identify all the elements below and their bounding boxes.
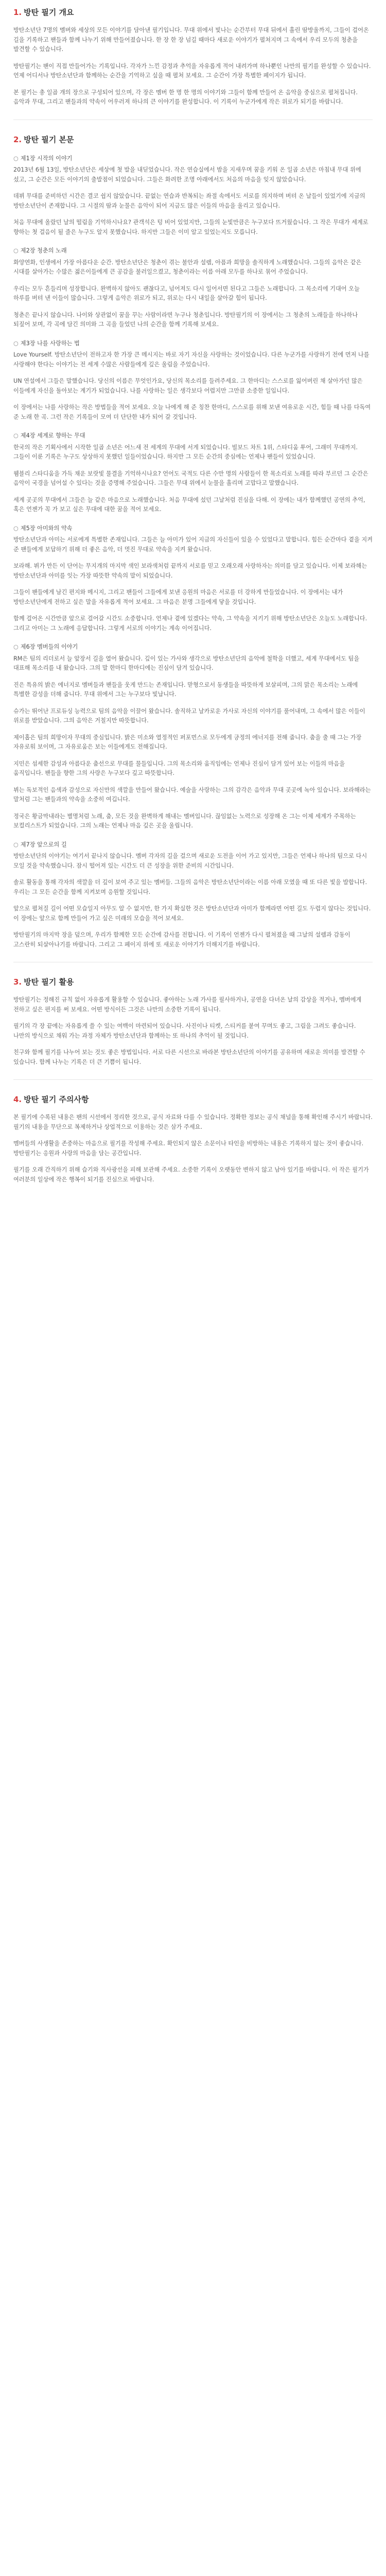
- bullet-icon: ○: [13, 340, 19, 347]
- section-divider: [13, 1079, 373, 1080]
- paragraph: 정국은 황금막내라는 별명처럼 노래, 춤, 모든 것을 완벽하게 해내는 멤버입니다. 끊임없는 노력으로 성장해 온 그는 이제 세계가 주목하는 보컬리스트가 되었습니다. 그의 노래는 언제나 마음 깊은 곳을 울립니다.: [13, 812, 358, 829]
- subsection-title: [13, 154, 373, 164]
- section: [13, 7, 373, 107]
- paragraph: 방탄필기는 팬이 직접 만들어가는 기록입니다. 각자가 느낀 감정과 추억을 자유롭게 적어 내려가며 하나뿐인 나만의 필기를 완성할 수 있습니다. 언제 어디서나 방탄소년단과 함께하는 순간을 기억하고 싶을 때 펼쳐 보세요. 그 순간이 가장 특별한 페이지가 됩니다.: [13, 62, 373, 79]
- paragraph: 방탄소년단의 이야기는 여기서 끝나지 않습니다. 멤버 각자의 길을 걸으며 새로운 도전을 이어 가고 있지만, 그들은 언제나 하나의 팀으로 다시 모일 것을 약속했습니다. 잠시 떨어져 있는 시간도 더 큰 성장을 위한 준비의 시간입니다.: [13, 853, 369, 869]
- bullet-icon: ○: [13, 432, 19, 439]
- subsection-title-text: 제4장 세계로 향하는 무대: [20, 432, 85, 439]
- bullet-icon: ○: [13, 841, 19, 848]
- section: [13, 1094, 373, 1184]
- paragraph: 방탄필기의 마지막 장을 덮으며, 우리가 함께한 모든 순간에 감사를 전합니다. 이 기록이 언젠가 다시 펼쳐졌을 때 그날의 설렘과 감동이 고스란히 되살아나기를 바랍니다. 그리고 그 페이지 위에 또 새로운 이야기가 더해지기를 바랍니다.: [13, 931, 353, 948]
- paragraph: 청춘은 끝나지 않습니다. 나이와 상관없이 꿈을 꾸는 사람이라면 누구나 청춘입니다. 방탄필기의 이 장에서는 그 청춘의 노래들을 하나하나 되짚어 보며, 각 곡에 담긴 의미와 그 곡을 들었던 나의 순간을 함께 기록해 보세요.: [13, 311, 360, 328]
- subsection-title: [13, 524, 373, 534]
- paragraph: UN 연설에서 그들은 말했습니다. 당신의 이름은 무엇인가요, 당신의 목소리를 들려주세요. 그 한마디는 스스로를 잃어버린 채 살아가던 많은 이들에게 자신을 돌아보는 계기가 되었습니다. 나를 사랑하는 일은 생각보다 어렵지만 그만큼 소중한 일입니다.: [13, 378, 365, 394]
- section-title: [13, 134, 373, 145]
- subsection-title-text: 제3장 나를 사랑하는 법: [20, 340, 80, 347]
- section-title: [13, 1094, 373, 1105]
- section-title-text: 방탄 필기 활용: [24, 977, 74, 987]
- paragraph: Love Yourself. 방탄소년단이 전하고자 한 가장 큰 메시지는 바로 자기 자신을 사랑하는 것이었습니다. 다른 누군가를 사랑하기 전에 먼저 나를 사랑해야 한다는 이야기는 전 세계 수많은 사람들에게 깊은 울림을 주었습니다.: [13, 351, 372, 368]
- paragraph: 솔로 활동을 통해 각자의 색깔을 더 깊이 보여 주고 있는 멤버들. 그들의 음악은 방탄소년단이라는 이름 아래 모였을 때 또 다른 빛을 발합니다. 우리는 그 모든 순간을 함께 지켜보며 응원할 것입니다.: [13, 879, 369, 895]
- section-number: 3.: [13, 977, 22, 987]
- subsection-title-text: 제1장 시작의 이야기: [20, 155, 73, 162]
- paragraph: 2013년 6월 13일, 방탄소년단은 세상에 첫 발을 내딛었습니다. 작은 연습실에서 밤을 지새우며 꿈을 키워 온 일곱 소년은 마침내 무대 위에 섰고, 그 순간은 모든 이야기의 출발점이 되었습니다. 그들은 화려한 조명 아래에서도 처음의 마음을 잊지 않았습니다.: [13, 166, 363, 183]
- section-number: 4.: [13, 1095, 22, 1104]
- section-title: [13, 7, 373, 18]
- subsection-title: [13, 431, 373, 441]
- section: [13, 977, 373, 1067]
- paragraph: 처음 무대에 올랐던 날의 떨림을 기억하시나요? 관객석은 텅 비어 있었지만, 그들의 눈빛만큼은 누구보다 뜨거웠습니다. 그 작은 무대가 세계로 향하는 첫 걸음이 될 줄은 누구도 알지 못했습니다. 하지만 그들은 이미 알고 있었는지도 모릅니다.: [13, 219, 371, 235]
- paragraph: RM은 팀의 리더로서 늘 앞장서 길을 열어 왔습니다. 깊이 있는 가사와 생각으로 방탄소년단의 음악에 철학을 더했고, 세계 무대에서도 팀을 대표해 목소리를 내 왔습니다. 그의 말 한마디 한마디에는 진심이 담겨 있습니다.: [13, 655, 361, 671]
- document-body: [13, 7, 373, 1184]
- subsection-title: [13, 840, 373, 850]
- paragraph: 지민은 섬세한 감성과 아름다운 춤선으로 무대를 물들입니다. 그의 목소리와 움직임에는 언제나 진심이 담겨 있어 보는 이들의 마음을 움직입니다. 팬들을 향한 그의 사랑은 누구보다 깊고 따뜻합니다.: [13, 760, 347, 776]
- section-title-text: 방탄 필기 본문: [24, 134, 74, 144]
- paragraph: 화양연화, 인생에서 가장 아름다운 순간. 방탄소년단은 청춘이 겪는 불안과 설렘, 아픔과 희망을 솔직하게 노래했습니다. 그들의 음악은 같은 시대를 살아가는 수많은 젊은이들에게 큰 공감을 불러일으켰고, 청춘이라는 이름 아래 모두를 하나로 묶어 주었습니다.: [13, 259, 363, 275]
- subsection-title: [13, 246, 373, 256]
- paragraph: 이 장에서는 나를 사랑하는 작은 방법들을 적어 보세요. 오늘 나에게 해 준 칭찬 한마디, 스스로를 위해 보낸 여유로운 시간, 힘들 때 나를 다독여 준 노래 한 곡. 그런 작은 기록들이 모여 더 단단한 내가 되어 갈 것입니다.: [13, 404, 373, 420]
- paragraph: 세계 곳곳의 무대에서 그들은 늘 같은 마음으로 노래했습니다. 처음 무대에 섰던 그날처럼 진심을 다해. 이 장에는 내가 함께했던 공연의 추억, 혹은 언젠가 꼭 가 보고 싶은 무대에 대한 꿈을 적어 보세요.: [13, 496, 367, 513]
- paragraph: 방탄소년단 7명의 멤버와 세상의 모든 이야기를 담아낸 필기입니다. 무대 위에서 빛나는 순간부터 무대 뒤에서 흘린 땀방울까지, 그들이 걸어온 길을 기록하고 팬들과 함께 나누기 위해 만들어졌습니다. 한 장 한 장 넘길 때마다 새로운 이야기가 펼쳐지며 그 속에서 우리 모두의 청춘을 발견할 수 있습니다.: [13, 27, 371, 53]
- subsection-title-text: 제2장 청춘의 노래: [20, 247, 67, 254]
- paragraph: 본 필기에 수록된 내용은 팬의 시선에서 정리한 것으로, 공식 자료와 다를 수 있습니다. 정확한 정보는 공식 채널을 통해 확인해 주시기 바랍니다. 필기의 내용을 무단으로 복제하거나 상업적으로 이용하는 것은 삼가 주세요.: [13, 1114, 375, 1130]
- section-title-text: 방탄 필기 주의사항: [24, 1095, 89, 1104]
- paragraph: 웸블리 스타디움을 가득 채운 보랏빛 물결을 기억하시나요? 언어도 국적도 다른 수만 명의 사람들이 한 목소리로 노래를 따라 부르던 그 순간은 음악이 국경을 넘어설 수 있다는 것을 증명해 주었습니다. 그들은 무대 위에서 눈물을 흘리며 고맙다고 말했습니다.: [13, 470, 371, 486]
- paragraph: 슈가는 뛰어난 프로듀싱 능력으로 팀의 음악을 이끌어 왔습니다. 솔직하고 날카로운 가사로 자신의 이야기를 풀어내며, 그 속에서 많은 이들이 위로를 받았습니다. 그의 음악은 거칠지만 따뜻합니다.: [13, 707, 367, 724]
- paragraph: 방탄소년단과 아미는 서로에게 특별한 존재입니다. 그들은 늘 아미가 있어 지금의 자신들이 있을 수 있었다고 말합니다. 힘든 순간마다 곁을 지켜 준 팬들에게 보답하기 위해 더 좋은 음악, 더 멋진 무대로 약속을 지켜 왔습니다.: [13, 536, 375, 553]
- bullet-icon: ○: [13, 155, 19, 162]
- paragraph: 필기의 각 장 끝에는 자유롭게 쓸 수 있는 여백이 마련되어 있습니다. 사진이나 티켓, 스티커를 붙여 꾸며도 좋고, 그림을 그려도 좋습니다. 나만의 방식으로 채워 가는 과정 자체가 방탄소년단과 함께하는 또 하나의 추억이 될 것입니다.: [13, 1023, 358, 1039]
- section-title: [13, 977, 373, 987]
- paragraph: 멤버들의 사생활을 존중하는 마음으로 필기를 작성해 주세요. 확인되지 않은 소문이나 타인을 비방하는 내용은 기록하지 않는 것이 좋습니다. 방탄필기는 응원과 사랑의 마음을 담는 공간입니다.: [13, 1140, 365, 1157]
- paragraph: 필기를 오래 간직하기 위해 습기와 직사광선을 피해 보관해 주세요. 소중한 기록이 오랫동안 변하지 않고 남아 있기를 바랍니다. 이 작은 필기가 여러분의 일상에 작은 행복이 되기를 진심으로 바랍니다.: [13, 1166, 371, 1183]
- paragraph: 친구와 함께 필기를 나누어 보는 것도 좋은 방법입니다. 서로 다른 시선으로 바라본 방탄소년단의 이야기를 공유하며 새로운 의미를 발견할 수 있습니다. 함께 나누는 기록은 더 큰 기쁨이 됩니다.: [13, 1049, 367, 1065]
- section-number: 1.: [13, 8, 22, 17]
- paragraph: 데뷔 무대를 준비하던 시간은 결코 쉽지 않았습니다. 끝없는 연습과 반복되는 좌절 속에서도 서로를 의지하며 버텨 온 날들이 있었기에 지금의 방탄소년단이 존재합니다. 그 시절의 땀과 눈물은 음악이 되어 지금도 많은 이들의 마음을 울리고 있습니다.: [13, 193, 367, 209]
- paragraph: 뷔는 독보적인 음색과 감성으로 자신만의 색깔을 만들어 왔습니다. 예술을 사랑하는 그의 감각은 음악과 무대 곳곳에 녹아 있습니다. 보라해라는 말처럼 그는 팬들과의 약속을 소중히 여깁니다.: [13, 786, 373, 803]
- section: [13, 134, 373, 950]
- section-title-text: 방탄 필기 개요: [24, 8, 74, 17]
- subsection-title: [13, 642, 373, 652]
- bullet-icon: ○: [13, 247, 19, 254]
- paragraph: 제이홉은 팀의 희망이자 무대의 중심입니다. 밝은 미소와 열정적인 퍼포먼스로 모두에게 긍정의 에너지를 전해 줍니다. 춤을 출 때 그는 가장 자유로워 보이며, 그 자유로움은 보는 이들에게도 전해집니다.: [13, 734, 363, 750]
- paragraph: 보라해. 뷔가 만든 이 단어는 무지개의 마지막 색인 보라색처럼 끝까지 서로를 믿고 오래오래 사랑하자는 의미를 담고 있습니다. 이제 보라해는 방탄소년단과 아미를 잇는 가장 따뜻한 약속의 말이 되었습니다.: [13, 563, 369, 579]
- paragraph: 한국의 작은 기획사에서 시작한 일곱 소년은 어느새 전 세계의 무대에 서게 되었습니다. 빌보드 차트 1위, 스타디움 투어, 그래미 무대까지. 그들이 이룬 기록은 누구도 상상하지 못했던 일들이었습니다. 하지만 그 모든 순간의 중심에는 언제나 팬들이 있었습니다.: [13, 444, 360, 460]
- section-number: 2.: [13, 134, 22, 144]
- subsection-title: [13, 339, 373, 349]
- paragraph: 앞으로 펼쳐질 길이 어떤 모습일지 아무도 알 수 없지만, 한 가지 확실한 것은 방탄소년단과 아미가 함께라면 어떤 길도 두렵지 않다는 것입니다. 이 장에는 앞으로 함께 만들어 가고 싶은 미래의 모습을 적어 보세요.: [13, 905, 373, 922]
- paragraph: 진은 특유의 밝은 에너지로 멤버들과 팬들을 웃게 만드는 존재입니다. 맏형으로서 동생들을 따뜻하게 보살피며, 그의 맑은 목소리는 노래에 특별한 감성을 더해 줍니다. 무대 위에서 그는 누구보다 빛납니다.: [13, 681, 360, 698]
- paragraph: 함께 걸어온 시간만큼 앞으로 걸어갈 시간도 소중합니다. 언제나 곁에 있겠다는 약속, 그 약속을 지키기 위해 방탄소년단은 오늘도 노래합니다. 그리고 아미는 그 노래에 응답합니다. 그렇게 서로의 이야기는 계속 이어집니다.: [13, 615, 369, 632]
- subsection-title-text: 제5장 아미와의 약속: [20, 524, 73, 532]
- bullet-icon: ○: [13, 643, 19, 650]
- subsection-title-text: 제7장 앞으로의 길: [20, 841, 67, 848]
- paragraph: 그들이 팬들에게 남긴 편지와 메시지, 그리고 팬들이 그들에게 보낸 응원의 마음은 서로를 더 강하게 만들었습니다. 이 장에서는 내가 방탄소년단에게 전하고 싶은 말을 자유롭게 적어 보세요. 그 마음은 분명 그들에게 닿을 것입니다.: [13, 589, 345, 605]
- paragraph: 방탄필기는 정해진 규칙 없이 자유롭게 활용할 수 있습니다. 좋아하는 노래 가사를 필사하거나, 공연을 다녀온 날의 감상을 적거나, 멤버에게 전하고 싶은 편지를 써 보세요. 어떤 방식이든 그것은 나만의 소중한 기록이 됩니다.: [13, 996, 363, 1013]
- subsection-title-text: 제6장 멤버들의 이야기: [20, 643, 78, 650]
- bullet-icon: ○: [13, 524, 19, 532]
- paragraph: 우리는 모두 흔들리며 성장합니다. 완벽하지 않아도 괜찮다고, 넘어져도 다시 일어서면 된다고 그들은 노래합니다. 그 목소리에 기대어 오늘 하루를 버텨 낸 이들이 많습니다. 그렇게 음악은 위로가 되고, 위로는 다시 내일을 살아갈 힘이 됩니다.: [13, 285, 362, 301]
- paragraph: 본 필기는 총 일곱 개의 장으로 구성되어 있으며, 각 장은 멤버 한 명 한 명의 이야기와 그들이 함께 만들어 온 음악을 중심으로 펼쳐집니다. 음악과 무대, 그리고 팬들과의 약속이 어우러져 하나의 큰 이야기를 완성합니다. 이 기록이 누군가에게 작은 위로가 되기를 바랍니다.: [13, 89, 360, 105]
